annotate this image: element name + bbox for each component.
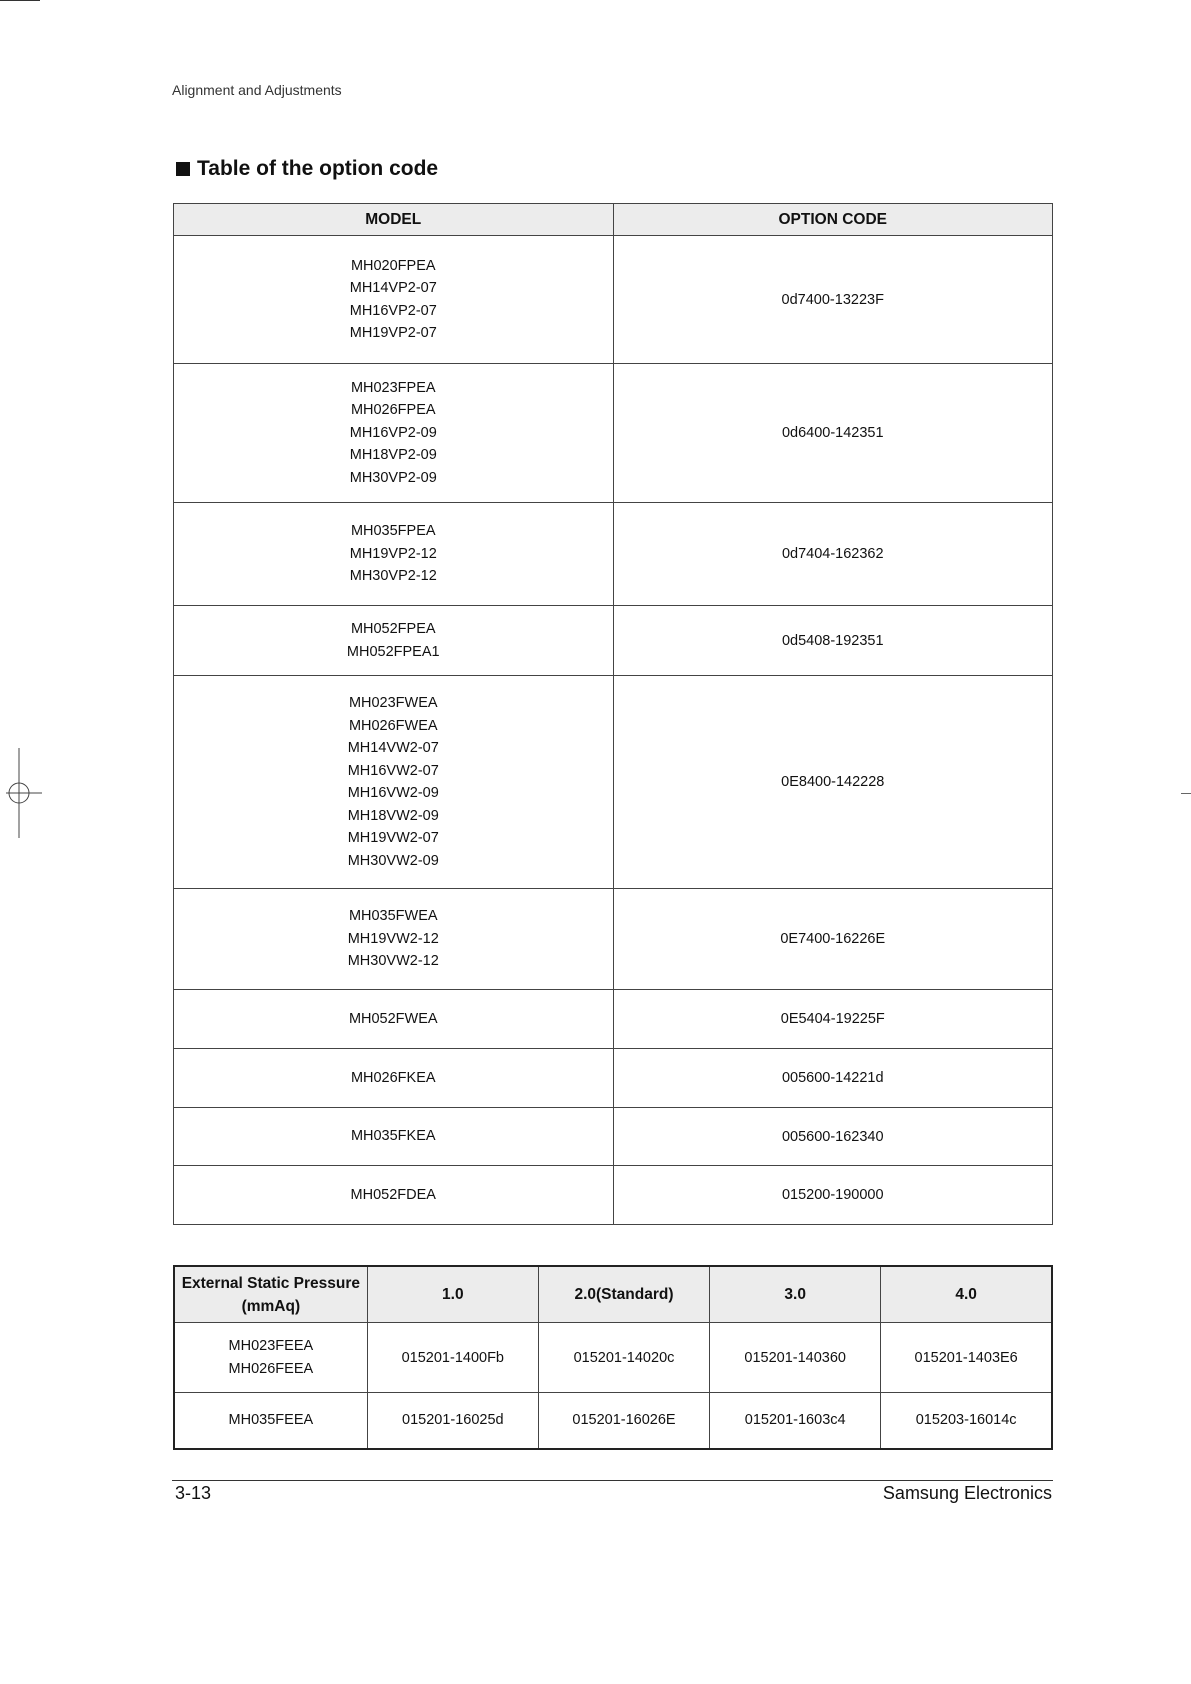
option-code-table (173, 203, 1053, 1225)
external-static-pressure-table (173, 1265, 1053, 1450)
crop-mark (1181, 793, 1191, 794)
model-name: MH16VP2-07 (349, 302, 437, 319)
option-code-cell: 015203-16014c (881, 1393, 1052, 1449)
section-title-text: Table of the option code (197, 157, 439, 180)
option-code-cell: 0d6400-142351 (613, 364, 1052, 503)
esp-value-header: 3.0 (710, 1266, 881, 1323)
model-cell (174, 1166, 614, 1225)
table-row (174, 503, 1053, 606)
model-name: MH16VP2-09 (349, 424, 437, 441)
model-cell (174, 1323, 367, 1393)
model-cell (174, 236, 614, 364)
option-code-cell: 015201-1400Fb (367, 1323, 538, 1393)
model-name: MH023FPEA (350, 379, 436, 396)
model-name: MH023FWEA (348, 695, 438, 711)
option-code-cell: 0E8400-142228 (613, 676, 1052, 889)
option-code-column-header: OPTION CODE (613, 204, 1052, 236)
model-name: MH18VP2-09 (349, 447, 437, 464)
option-code-cell: 0d7400-13223F (613, 236, 1052, 364)
esp-value-header: 4.0 (881, 1266, 1052, 1323)
model-name: MH035FEEA (228, 1412, 314, 1428)
footer-company: Samsung Electronics (882, 1483, 1052, 1503)
model-cell (174, 889, 614, 990)
model-name: MH18VW2-09 (347, 807, 439, 824)
table-row (174, 1323, 1052, 1393)
model-name: MH052FPEA1 (346, 643, 440, 660)
page-number: 3-13 (175, 1483, 212, 1503)
model-cell (174, 1393, 367, 1449)
table-row (174, 889, 1053, 990)
model-cell (174, 364, 614, 503)
model-name: MH19VP2-12 (349, 545, 437, 562)
crop-mark (0, 0, 40, 1)
table-row (174, 1108, 1053, 1166)
table-row (174, 990, 1053, 1049)
model-name: MH026FPEA (350, 402, 436, 419)
table-row (174, 1166, 1053, 1225)
option-code-cell: 015201-16025d (367, 1393, 538, 1449)
model-cell (174, 1049, 614, 1108)
model-name: MH19VW2-07 (347, 830, 439, 846)
section-title (176, 157, 438, 181)
option-code-cell: 015201-16026E (538, 1393, 709, 1449)
model-name: MH16VW2-09 (347, 785, 439, 801)
option-code-cell: 0d5408-192351 (613, 606, 1052, 676)
model-name: MH026FEEA (228, 1360, 314, 1377)
model-cell (174, 990, 614, 1049)
option-code-cell: 015201-1403E6 (881, 1323, 1052, 1393)
model-name: MH026FKEA (350, 1069, 436, 1086)
table-row (174, 676, 1053, 889)
running-header: Alignment and Adjustments (172, 82, 342, 98)
model-name: MH14VW2-07 (347, 740, 439, 756)
model-name: MH19VP2-07 (349, 325, 437, 341)
option-code-cell: 015201-140360 (710, 1323, 881, 1393)
model-name: MH023FEEA (228, 1338, 314, 1354)
table-row (174, 1049, 1053, 1108)
model-name: MH16VW2-07 (347, 762, 439, 779)
model-name: MH30VP2-09 (349, 469, 437, 486)
esp-label-header (174, 1266, 367, 1323)
esp-value-header: 1.0 (367, 1266, 538, 1323)
model-cell (174, 606, 614, 676)
esp-label-line: (mmAq) (241, 1297, 301, 1315)
model-name: MH035FWEA (348, 908, 438, 925)
option-code-cell: 005600-162340 (613, 1108, 1052, 1166)
table-row (174, 236, 1053, 364)
model-column-header: MODEL (174, 204, 614, 236)
model-name: MH052FPEA (350, 621, 436, 637)
model-name: MH026FWEA (348, 717, 438, 734)
model-name: MH035FKEA (350, 1128, 436, 1145)
model-cell (174, 503, 614, 606)
model-name: MH19VW2-12 (347, 930, 439, 947)
option-code-cell: 0E7400-16226E (613, 889, 1052, 990)
footer-rule (172, 1480, 1053, 1481)
option-code-cell: 015201-14020c (538, 1323, 709, 1393)
table-header-row (174, 204, 1053, 236)
model-name: MH30VW2-09 (347, 852, 439, 869)
esp-label-line: External Static Pressure (181, 1274, 361, 1292)
option-code-cell: 015201-1603c4 (710, 1393, 881, 1449)
registration-mark-icon (6, 748, 42, 838)
model-cell (174, 1108, 614, 1166)
option-code-cell: 015200-190000 (613, 1166, 1052, 1225)
model-name: MH30VW2-12 (347, 953, 439, 970)
model-name: MH020FPEA (350, 257, 436, 274)
model-name: MH30VP2-12 (349, 568, 437, 585)
option-code-cell: 0E5404-19225F (613, 990, 1052, 1049)
table-row (174, 1393, 1052, 1449)
model-name: MH052FWEA (348, 1010, 438, 1027)
model-cell (174, 676, 614, 889)
table-row (174, 364, 1053, 503)
option-code-cell: 0d7404-162362 (613, 503, 1052, 606)
model-name: MH035FPEA (350, 523, 436, 540)
table-row (174, 606, 1053, 676)
esp-value-header: 2.0(Standard) (538, 1266, 709, 1323)
table-header-row (174, 1266, 1052, 1323)
square-bullet-icon (176, 162, 190, 176)
option-code-cell: 005600-14221d (613, 1049, 1052, 1108)
model-name: MH052FDEA (350, 1186, 436, 1203)
model-name: MH14VP2-07 (349, 280, 437, 296)
